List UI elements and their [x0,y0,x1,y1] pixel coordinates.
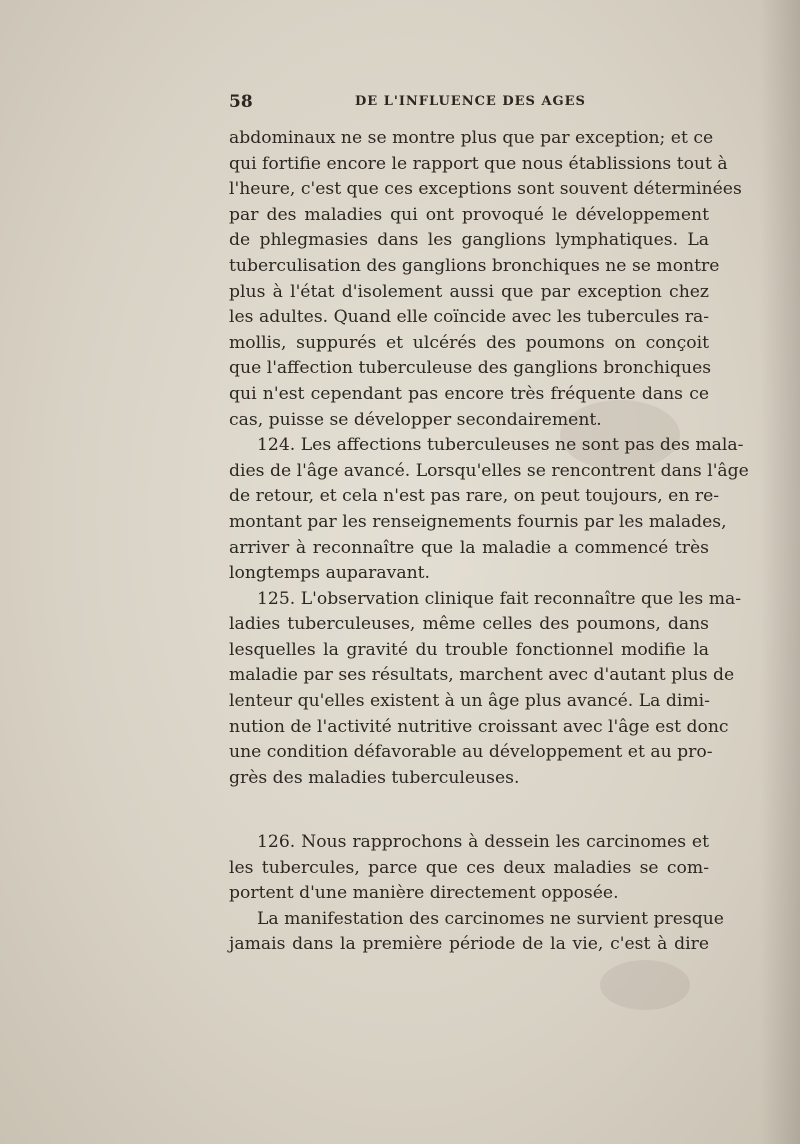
text-line: cas, puisse se développer secondairement. [229,409,602,430]
text-line: dies de l'âge avancé. Lorsqu'elles se rencontrent dans l'âge [229,460,749,481]
text-line: qui fortifie encore le rapport que nous établissions tout à [229,153,728,174]
text-line: les adultes. Quand elle coïncide avec les tubercules ra- [229,307,710,328]
text-line: jamais dans la première période de la vie, c'est à dire [229,934,709,955]
text-line: maladie par ses résultats, marchent avec d'autant plus de [229,665,735,686]
text-line: mollis, suppurés et ulcérés des poumons on conçoit [229,332,709,353]
text-line: que l'affection tuberculeuse des ganglions bronchiques [229,358,712,379]
text-line: arriver à reconnaître que la maladie a commencé très [229,537,709,558]
text-line: par des maladies qui ont provoqué le développement [229,204,709,225]
text-line: lenteur qu'elles existent à un âge plus avancé. La dimi- [229,691,710,712]
text-line: ladies tuberculeuses, même celles des poumons, dans [229,614,709,635]
paragraph-125-start: 125. L'observation clinique fait reconnaître que les ma- [257,588,742,609]
text-line: de phlegmasies dans les ganglions lymphatiques. La [229,230,709,251]
page-number: 58 [229,92,253,112]
body-text-continued [229,830,724,958]
text-line: l'heure, c'est que ces exceptions sont souvent déterminées [229,179,742,200]
text-line: nution de l'activité nutritive croissant avec l'âge est donc [229,716,729,737]
paper-stain [600,960,690,1010]
text-line: abdominaux ne se montre plus que par exception; et ce [229,128,714,148]
text-line: grès des maladies tuberculeuses. [229,767,520,788]
text-line: montant par les renseignements fournis par les malades, [229,511,727,532]
text-line: portent d'une manière directement opposée. [229,883,619,904]
text-line: de retour, et cela n'est pas rare, on peut toujours, en re- [229,486,720,507]
text-line: qui n'est cependant pas encore très fréquente dans ce [229,383,709,404]
text-line: tuberculisation des ganglions bronchiques ne se montre [229,255,720,276]
text-line: une condition défavorable au développement et au pro- [229,742,713,763]
text-line: les tubercules, parce que ces deux maladies se com- [229,857,709,878]
paragraph-124-start: 124. Les affections tuberculeuses ne sont pas des mala- [257,435,744,456]
body-text [229,126,749,791]
text-line: La manifestation des carcinomes ne survient presque [257,908,724,929]
page-edge-shadow [760,0,800,1144]
paragraph-126-start: 126. Nous rapprochons à dessein les carcinomes et [257,832,709,852]
text-line: lesquelles la gravité du trouble fonctionnel modifie la [229,639,709,660]
running-head [229,92,709,118]
text-line: longtemps auparavant. [229,563,431,584]
running-title: DE L'INFLUENCE DES AGES [355,94,586,109]
text-line: plus à l'état d'isolement aussi que par exception chez [229,281,709,302]
